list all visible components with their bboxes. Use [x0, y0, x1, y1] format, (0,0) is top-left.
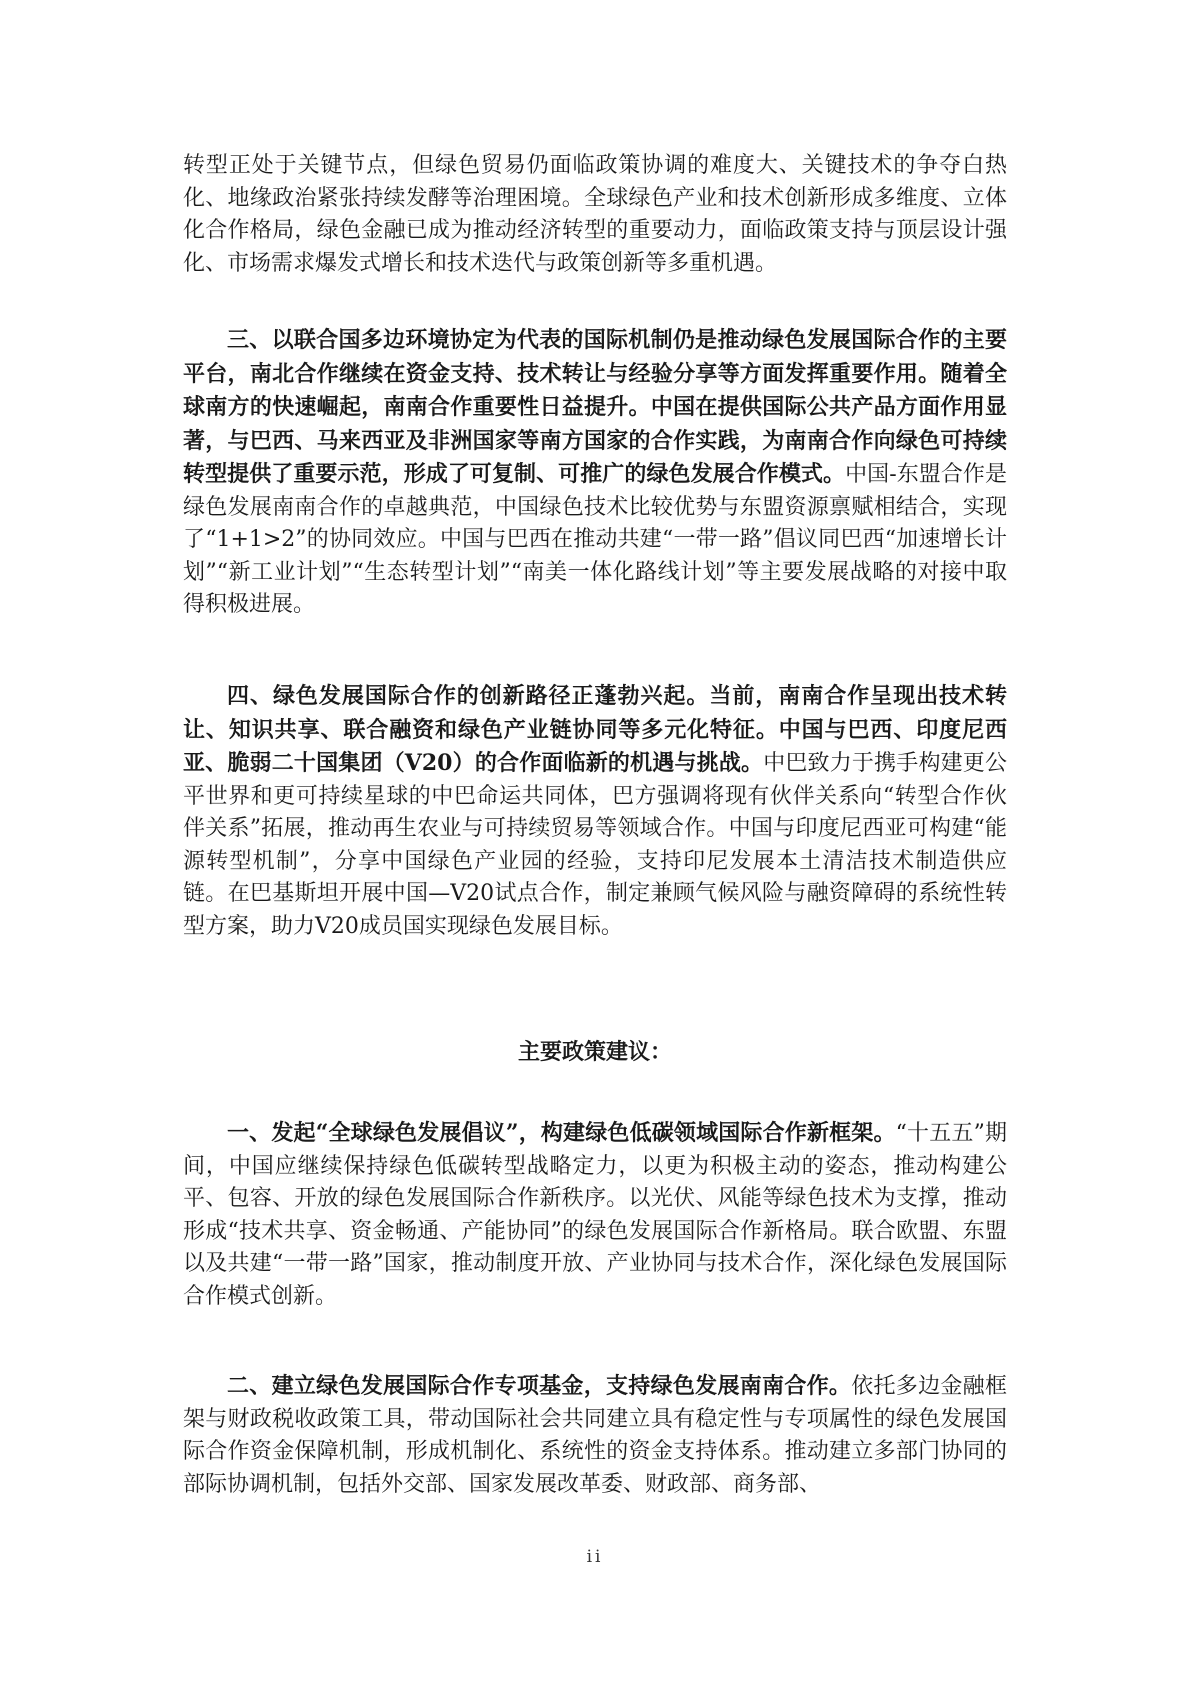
paragraph-body-text: 转型正处于关键节点，但绿色贸易仍面临政策协调的难度大、关键技术的争夺白热化、地缘政治紧张持续发酵等治理困境。全球绿色产业和技术创新形成多维度、立体化合作格局，绿色金融已成为推动经济转型的重要动力，面临政策支持与顶层设计强化、市场需求爆发式增长和技术迭代与政策创新等多重机遇。 [183, 153, 1007, 276]
page-number: ii [586, 1547, 604, 1567]
section-heading-policy-recommendations: 主要政策建议： [517, 1039, 672, 1065]
recommendation-global-green-initiative [183, 1117, 1007, 1313]
recommendation-special-fund [183, 1370, 1007, 1501]
recommendation-bold-lead: 一、发起“全球绿色发展倡议”，构建绿色低碳领域国际合作新框架。 [227, 1120, 896, 1146]
paragraph-un-multilateral-mechanisms [183, 324, 1007, 622]
paragraph-innovation-pathways [183, 680, 1007, 943]
paragraph-bold-lead: 三、以联合国多边环境协定为代表的国际机制仍是推动绿色发展国际合作的主要平台，南北合作继续在资金支持、技术转让与经验分享等方面发挥重要作用。随着全球南方的快速崛起，南南合作重要性日益提升。中国在提供国际公共产品方面作用显著，与巴西、马来西亚及非洲国家等南方国家的合作实践，为南南合作向绿色可持续转型提供了重要示范，形成了可复制、可推广的绿色发展合作模式。 [183, 327, 1007, 487]
recommendation-body-text: “十五五”期间，中国应继续保持绿色低碳转型战略定力，以更为积极主动的姿态，推动构建公平、包容、开放的绿色发展国际合作新秩序。以光伏、风能等绿色技术为支撑，推动形成“技术共享、资金畅通、产能协同”的绿色发展国际合作新格局。联合欧盟、东盟以及共建“一带一路”国家，推动制度开放、产业协同与技术合作，深化绿色发展国际合作模式创新。 [183, 1121, 1007, 1309]
recommendation-body-text: 依托多边金融框架与财政税收政策工具，带动国际社会共同建立具有稳定性与专项属性的绿色发展国际合作资金保障机制，形成机制化、系统性的资金支持体系。推动建立多部门协同的部际协调机制，包括外交部、国家发展改革委、财政部、商务部、 [183, 1374, 1007, 1497]
paragraph-bold-lead: 四、绿色发展国际合作的创新路径正蓬勃兴起。当前，南南合作呈现出技术转让、知识共享、联合融资和绿色产业链协同等多元化特征。中国与巴西、印度尼西亚、脆弱二十国集团（V20）的合作面临新的机遇与挑战。 [183, 683, 1007, 776]
paragraph-body-text: 中巴致力于携手构建更公平世界和更可持续星球的中巴命运共同体，巴方强调将现有伙伴关系向“转型合作伙伴关系”拓展，推动再生农业与可持续贸易等领域合作。中国与印度尼西亚可构建“能源转型机制”，分享中国绿色产业园的经验，支持印尼发展本土清洁技术制造供应链。在巴基斯坦开展中国—V20试点合作，制定兼顾气候风险与融资障碍的系统性转型方案，助力V20成员国实现绿色发展目标。 [183, 751, 1007, 939]
paragraph-body-text: 中国-东盟合作是绿色发展南南合作的卓越典范，中国绿色技术比较优势与东盟资源禀赋相结合，实现了“1+1>2”的协同效应。中国与巴西在推动共建“一带一路”倡议同巴西“加速增长计划”“新工业计划”“生态转型计划”“南美一体化路线计划”等主要发展战略的对接中取得积极进展。 [183, 462, 1007, 617]
recommendation-bold-lead: 二、建立绿色发展国际合作专项基金，支持绿色发展南南合作。 [227, 1373, 852, 1399]
paragraph-green-trade-context [183, 150, 1007, 280]
